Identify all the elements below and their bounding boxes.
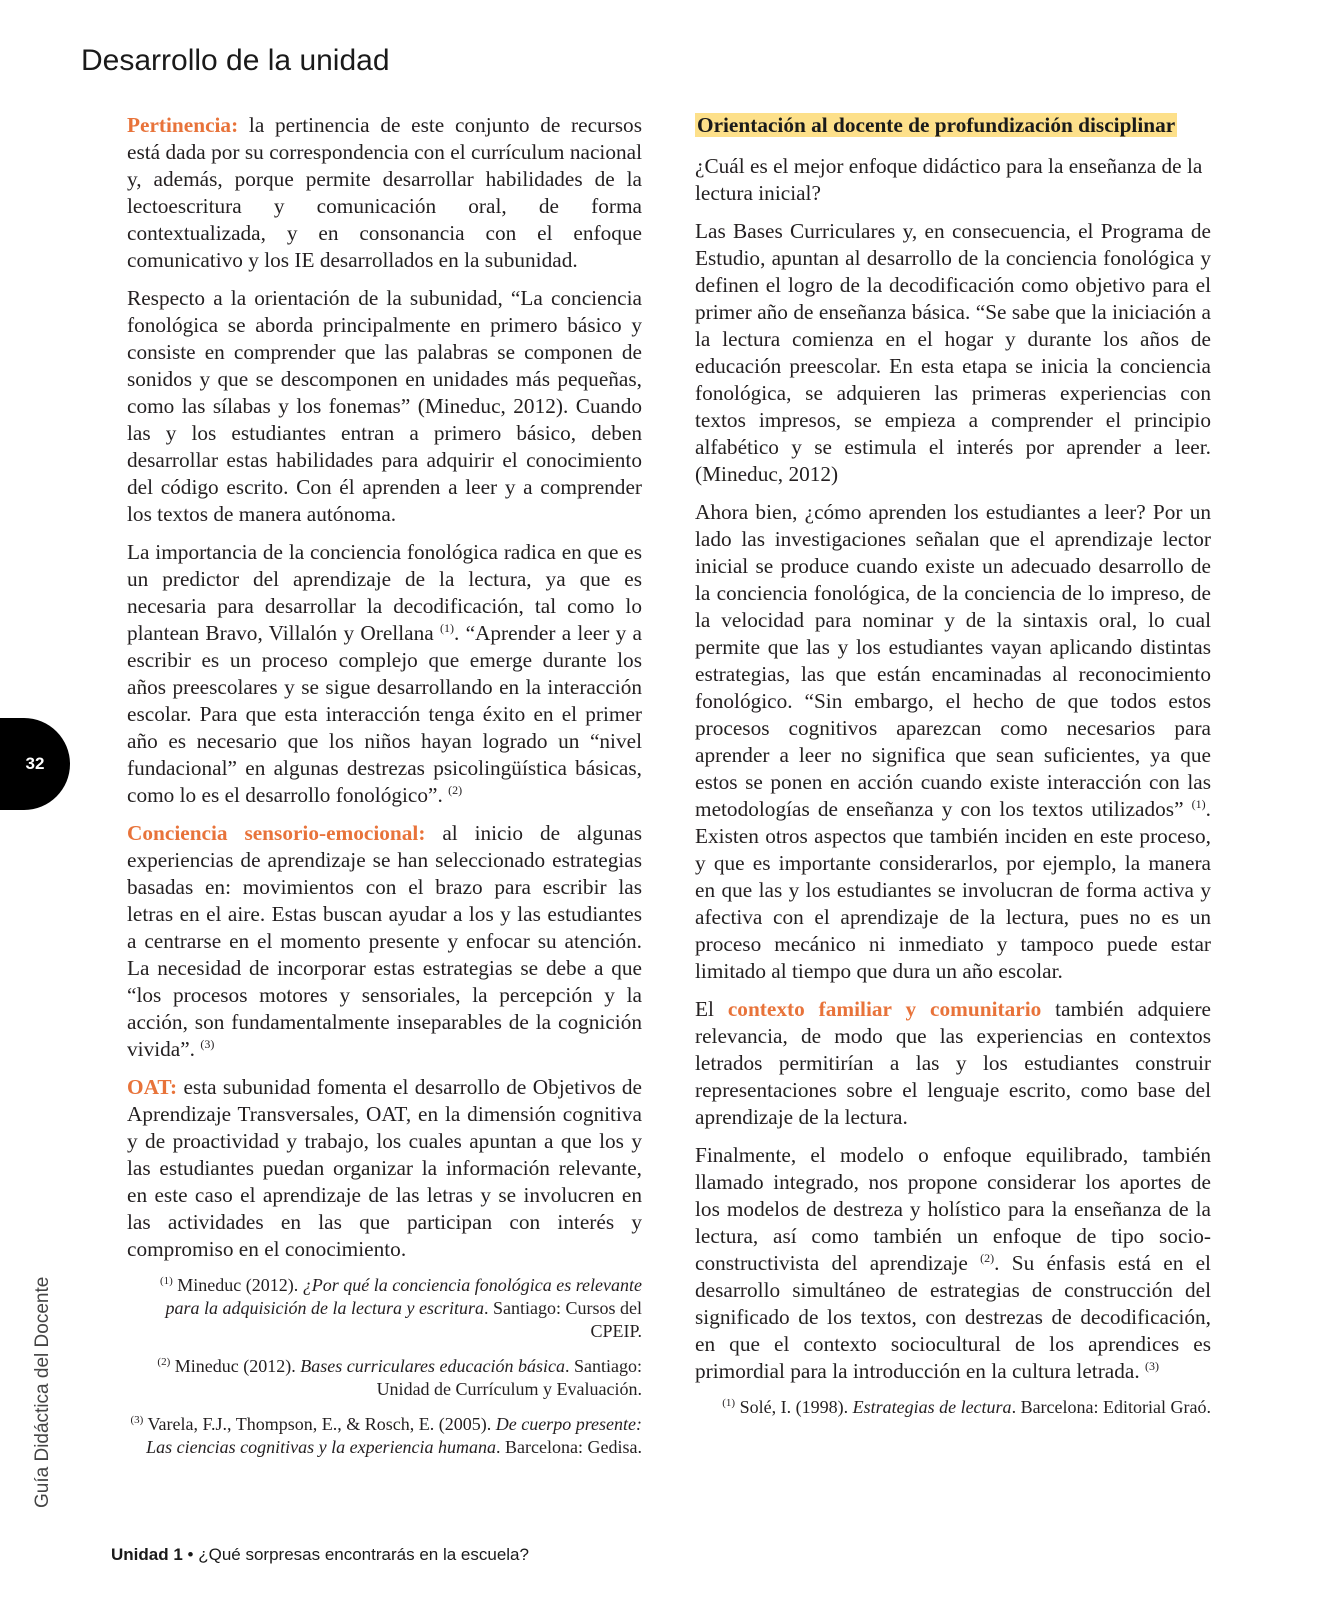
footnote-ref: (3): [200, 1036, 215, 1051]
paragraph-text: Finalmente, el modelo o enfoque equilibrado, también llamado integrado, nos propone considerar los aportes de los modelos de destreza y holístico para la enseñanza de la lectura, así como también un enfoque de tipo socio-constructivista del aprendizaje: [695, 1143, 1211, 1275]
footer: [111, 1545, 529, 1565]
paragraph-orientacion: Respecto a la orientación de la subunidad, “La conciencia fonológica se aborda principalmente en primero básico y consiste en comprender que las palabras se componen de sonidos y que se descomponen en unidades más pequeñas, como las sílabas y los fonemas” (Mineduc, 2012). Cuando las y los estudiantes entran a primero básico, deben desarrollar estas habilidades para adquirir el conocimiento del código escrito. Con él aprenden a leer y a comprender los textos de manera autónoma.: [127, 286, 642, 526]
footnote-ref: (2): [448, 782, 463, 797]
section-title: Orientación al docente de profundización disciplinar: [697, 113, 1176, 137]
footer-unit: Unidad 1: [111, 1545, 183, 1564]
side-label: Guía Didáctica del Docente: [32, 1276, 53, 1508]
footnote-text: Varela, F.J., Thompson, E., & Rosch, E. (2005).: [143, 1414, 496, 1434]
footnote-mark: (1): [159, 1275, 173, 1287]
page-number-badge: [0, 718, 70, 810]
page-title: Desarrollo de la unidad: [81, 44, 390, 77]
footnote-text: . Santiago: Cursos del CPEIP.: [484, 1298, 642, 1341]
footer-bullet: •: [187, 1545, 194, 1564]
footnote-ref: (3): [1145, 1358, 1160, 1373]
paragraph-conciencia: [127, 820, 642, 1063]
footnote-title: Bases curriculares educación básica: [300, 1356, 565, 1376]
paragraph-oat: [127, 1074, 642, 1263]
footnote-mark: (3): [130, 1414, 144, 1426]
paragraph-text: también adquiere relevancia, de modo que las experiencias en contextos letrados permitirían a las y los estudiantes construir representaciones sobre el lenguaje escrito, como base del aprendizaje de la lectura.: [695, 997, 1211, 1129]
section-title-wrap: [695, 112, 1211, 139]
paragraph-bases: Las Bases Curriculares y, en consecuencia, el Programa de Estudio, apuntan al desarrollo de la conciencia fonológica y definen el logro de la decodificación como objetivo para el primer año de enseñanza básica. “Se sabe que la iniciación a la lectura comienza en el hogar y durante los años de educación preescolar. En esta etapa se inicia la conciencia fonológica, se adquieren las primeras experiencias con textos impresos, se empieza a comprender el principio alfabético y se estimula el interés por aprender a leer. (Mineduc, 2012): [695, 219, 1211, 486]
left-column: [127, 112, 642, 1471]
paragraph-text: Ahora bien, ¿cómo aprenden los estudiantes a leer? Por un lado las investigaciones señalan que el aprendizaje lector inicial se produce cuando existe un adecuado desarrollo de la conciencia fonológica, de la conciencia de lo impreso, de la velocidad para nominar y de la sintaxis oral, lo cual permite que las y los estudiantes vayan aplicando distintas estrategias, las que están encaminadas al reconocimiento fonológico. “Sin embargo, el hecho de que todos estos procesos cognitivos aparezcan como necesarios para aprender a leer no significa que sean suficientes, ya que estos se ponen en acción cuando existe interacción con las metodologías de enseñanza y con los textos utilizados”: [695, 500, 1211, 821]
lead-conciencia: Conciencia sensorio-emocional:: [127, 821, 426, 845]
footnote-1: [127, 1274, 642, 1343]
footnote-3: [127, 1413, 642, 1459]
footnote-right-1: [695, 1396, 1211, 1419]
paragraph-text: La importancia de la conciencia fonológica radica en que es un predictor del aprendizaje de la lectura, ya que es necesaria para desarrollar la decodificación, tal como lo plantean Bravo, Villalón y Orellana: [127, 540, 642, 645]
paragraph-ahora-bien: [695, 499, 1211, 985]
footnote-title: De cuerpo presente: Las ciencias cognitivas y la experiencia humana: [146, 1414, 642, 1457]
footnote-text: . Barcelona: Editorial Graó.: [1011, 1397, 1211, 1417]
page-number: 32: [25, 754, 45, 773]
footnote-ref: (2): [980, 1250, 995, 1265]
footnote-text: . Barcelona: Gedisa.: [496, 1437, 642, 1457]
footnote-title: Estrategias de lectura: [852, 1397, 1012, 1417]
paragraph-text: esta subunidad fomenta el desarrollo de Objetivos de Aprendizaje Transversales, OAT, en la dimensión cognitiva y de proactividad y trabajo, los cuales apuntan a que los y las estudiantes puedan organizar la información relevante, en este caso el aprendizaje de las letras y se involucren en las actividades en las que participan con interés y compromiso en el conocimiento.: [127, 1075, 642, 1261]
footnote-text: Mineduc (2012).: [172, 1275, 303, 1295]
footnote-2: [127, 1355, 642, 1401]
lead-oat: OAT:: [127, 1075, 178, 1099]
paragraph-text: . Su énfasis está en el desarrollo simultáneo de estrategias de construcción del significado de los textos, con destrezas de decodificación, en que el contexto sociocultural de los aprendices es primordial para la introducción en la cultura letrada.: [695, 1251, 1211, 1383]
footnote-mark: (1): [722, 1397, 736, 1409]
paragraph-text: la pertinencia de este conjunto de recursos está dada por su correspondencia con el currículum nacional y, además, porque permite desarrollar habilidades de la lectoescritura y comunicación oral, de forma contextualizada, y en consonancia con el enfoque comunicativo y los IE desarrollados en la subunidad.: [127, 113, 642, 272]
paragraph-text: . Existen otros aspectos que también inciden en este proceso, y que es importante considerarlos, por ejemplo, la manera en que las y los estudiantes se involucran de forma activa y afectiva con el aprendizaje de la lectura, pues no es un proceso mecánico ni inmediato y tampoco puede estar limitado al tiempo que dura un año escolar.: [695, 797, 1211, 983]
question: ¿Cuál es el mejor enfoque didáctico para la enseñanza de la lectura inicial?: [695, 154, 1203, 205]
paragraph-importancia: [127, 539, 642, 809]
lead-pertinencia: Pertinencia:: [127, 113, 239, 137]
footnote-text: . Santiago: Unidad de Currículum y Evaluación.: [376, 1356, 642, 1399]
right-column: [695, 112, 1211, 1431]
paragraph-contexto: [695, 996, 1211, 1131]
footnote-title: ¿Por qué la conciencia fonológica es relevante para la adquisición de la lectura y escritura: [165, 1275, 642, 1318]
paragraph-text: al inicio de algunas experiencias de aprendizaje se han seleccionado estrategias basadas en: movimientos con el brazo para escribir las letras en el aire. Estas buscan ayudar a los y las estudiantes a centrarse en el momento presente y enfocar su atención. La necesidad de incorporar estas estrategias se debe a que “los procesos motores y sensoriales, la percepción y la acción, son fundamentalmente inseparables de la cognición vivida”.: [127, 821, 642, 1061]
paragraph-pertinencia: [127, 112, 642, 274]
paragraph-text: . “Aprender a leer y a escribir es un proceso complejo que emerge durante los años preescolares y se sigue desarrollando en la interacción escolar. Para que esta interacción tenga éxito en el primer año es necesario que los niños hayan logrado un “nivel fundacional” en algunas destrezas psicolingüística básicas, como lo es el desarrollo fonológico”.: [127, 621, 642, 807]
footnote-ref: (1): [1191, 796, 1206, 811]
footer-subtitle: ¿Qué sorpresas encontrarás en la escuela?: [198, 1545, 529, 1564]
footnote-mark: (2): [157, 1356, 171, 1368]
footnote-ref: (1): [439, 620, 454, 635]
paragraph-text: El: [695, 997, 728, 1021]
highlight-contexto: contexto familiar y comunitario: [727, 997, 1042, 1021]
paragraph-finalmente: [695, 1142, 1211, 1385]
footnote-text: Solé, I. (1998).: [735, 1397, 853, 1417]
footnote-text: Mineduc (2012).: [170, 1356, 301, 1376]
